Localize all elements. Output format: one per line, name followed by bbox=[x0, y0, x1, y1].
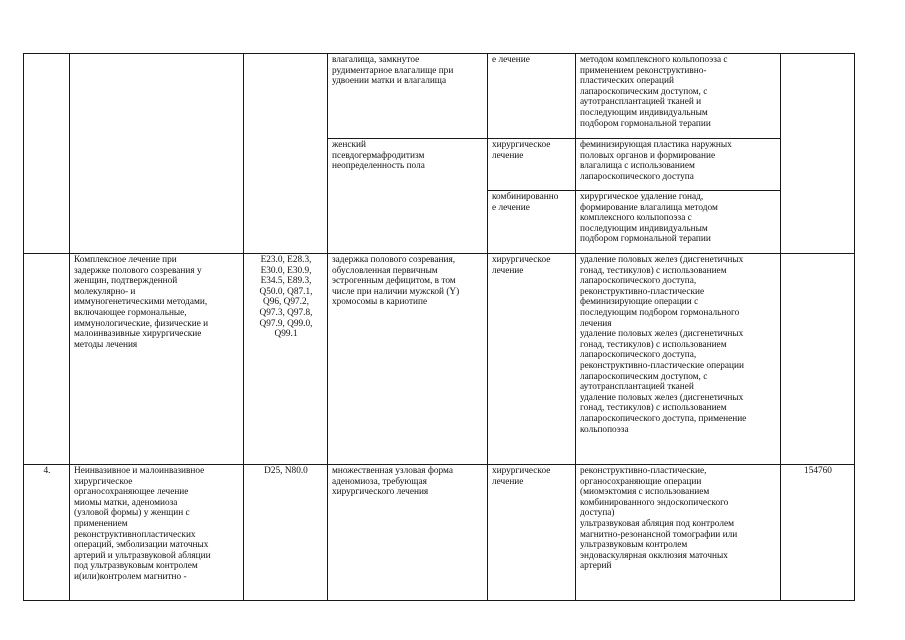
text-line: малоинвазивные хирургические bbox=[74, 329, 202, 340]
text-line: хирургическое bbox=[492, 140, 551, 150]
text-line: миомы матки, аденомиоза bbox=[74, 497, 178, 508]
text-line: методы лечения bbox=[74, 339, 138, 350]
text-line: Q50.0, Q87.1, bbox=[259, 286, 313, 297]
cell-codes bbox=[244, 54, 328, 254]
text-line: и(или)контролем магнитно - bbox=[74, 571, 187, 582]
cell-methods bbox=[576, 465, 781, 601]
text-line: лапароскопическим доступом, с bbox=[580, 86, 708, 97]
text-line: удаление половых желез (дисгенетичных bbox=[580, 329, 744, 340]
text-line: молекулярно- и bbox=[74, 286, 136, 297]
text-line: лапароскопическим доступом, с bbox=[580, 371, 708, 382]
cell-number: 4. bbox=[24, 465, 70, 601]
text-line: ультразвуковым контролем bbox=[580, 540, 688, 551]
text-line: гонад, тестикулов) с использованием bbox=[580, 403, 727, 414]
text-line: лечение bbox=[492, 150, 524, 161]
text-line: включающее гормональные, bbox=[74, 307, 187, 318]
text-line: применением реконструктивно- bbox=[580, 65, 707, 76]
text-line: феминизирующие операции с bbox=[580, 297, 699, 308]
cell-condition bbox=[328, 139, 488, 254]
text-line: подбором гормональной терапии bbox=[580, 118, 711, 129]
text-line: иммунологические, физические и bbox=[74, 318, 209, 329]
text-line: (узловой формы) у женщин с bbox=[74, 508, 190, 519]
text-line: лечение bbox=[492, 265, 524, 276]
text-line: реконструктивнопластических bbox=[74, 529, 196, 540]
cell-methods bbox=[576, 254, 781, 465]
table-row bbox=[24, 54, 855, 139]
text-line: гонад, тестикулов) с использованием bbox=[580, 265, 727, 276]
text-line: хирургическое удаление гонад, bbox=[580, 192, 704, 202]
text-line: феминизирующая пластика наружных bbox=[580, 140, 732, 150]
text-line: ультразвуковая абляция под контролем bbox=[580, 518, 734, 529]
text-line: Q97.3, Q97.8, bbox=[259, 307, 313, 318]
cell-treatment bbox=[488, 254, 576, 465]
text-line: Q96, Q97.2, bbox=[263, 297, 309, 308]
cell-methods bbox=[576, 54, 781, 139]
text-line: хирургическое bbox=[492, 466, 551, 476]
text-line: гонад, тестикулов) с использованием bbox=[580, 339, 727, 350]
text-line: Неинвазивное и малоинвазивное bbox=[74, 466, 205, 476]
text-line: женщин, подтвержденной bbox=[74, 276, 178, 287]
cell-treatment bbox=[488, 465, 576, 601]
text-line: пластических операций bbox=[580, 76, 674, 87]
cell-number bbox=[24, 54, 70, 254]
cell-number bbox=[24, 254, 70, 465]
text-line: под ультразвуковым контролем bbox=[74, 561, 198, 572]
text-line: реконструктивно-пластические операции bbox=[580, 360, 744, 371]
text-line: половых органов и формирование bbox=[580, 150, 716, 161]
cell-type-name bbox=[70, 465, 244, 601]
text-line: обусловленная первичным bbox=[332, 265, 438, 276]
text-line: операций, эмболизации маточных bbox=[74, 540, 209, 551]
text-line: комплексного кольпопоэза с bbox=[580, 213, 692, 224]
text-line: иммуногенетическими методами, bbox=[74, 297, 208, 308]
text-line: доступа) bbox=[580, 508, 615, 519]
cell-price: 154760 bbox=[781, 465, 855, 601]
text-line: кольпопоэза bbox=[580, 424, 629, 435]
text-line: Q97.9, Q99.0, bbox=[259, 318, 313, 329]
text-line: органосохраняющие операции bbox=[580, 476, 702, 487]
cell-treatment bbox=[488, 54, 576, 139]
cell-type-name bbox=[70, 54, 244, 254]
text-line: женский bbox=[332, 140, 366, 150]
cell-treatment bbox=[488, 139, 576, 191]
text-line: е лечение bbox=[492, 202, 530, 213]
cell-price bbox=[781, 54, 855, 254]
text-line: аденомиоза, требующая bbox=[332, 476, 427, 487]
table-row bbox=[24, 254, 855, 465]
text-line: рудиментарное влагалище при bbox=[332, 65, 454, 76]
text-line: хирургическое bbox=[74, 476, 133, 487]
text-line: лапароскопического доступа bbox=[580, 171, 694, 182]
text-line: аутотрансплантацией тканей bbox=[580, 382, 694, 393]
text-line: хирургического лечения bbox=[332, 487, 429, 498]
text-line: задержка полового созревания, bbox=[332, 255, 456, 265]
text-line: задержке полового созревания у bbox=[74, 265, 202, 276]
table-row bbox=[24, 465, 855, 601]
text-line: псевдогермафродитизм bbox=[332, 150, 425, 161]
cell-condition bbox=[328, 254, 488, 465]
text-line: последующим подбором гормонального bbox=[580, 307, 740, 318]
cell-codes bbox=[244, 465, 328, 601]
text-line: лапароскопического доступа, bbox=[580, 276, 697, 287]
text-line: (миомэктомия с использованием bbox=[580, 487, 710, 498]
text-line: комбинированного эндоскопического bbox=[580, 497, 729, 508]
text-line: удвоении матки и влагалища bbox=[332, 76, 447, 87]
text-line: E34.5, E89.3, bbox=[260, 276, 312, 287]
text-line: артерий bbox=[580, 561, 612, 572]
text-line: Q99.1 bbox=[274, 329, 298, 340]
cell-condition bbox=[328, 465, 488, 601]
text-line: аутотрансплантацией тканей и bbox=[580, 97, 702, 108]
text-line: удаление половых желез (дисгенетичных bbox=[580, 255, 744, 265]
medical-care-table bbox=[23, 53, 855, 601]
text-line: последующим индивидуальным bbox=[580, 223, 708, 234]
text-line: формирование влагалища методом bbox=[580, 202, 718, 213]
cell-codes bbox=[244, 254, 328, 465]
text-line: лапароскопического доступа, применение bbox=[580, 413, 747, 424]
cell-treatment bbox=[488, 191, 576, 254]
cell-methods bbox=[576, 139, 781, 191]
text-line: эндоваскулярная окклюзия маточных bbox=[580, 550, 728, 561]
text-line: реконструктивно-пластические, bbox=[580, 466, 707, 476]
text-line: D25, N80.0 bbox=[264, 466, 308, 476]
text-line: применением bbox=[74, 518, 128, 529]
text-line: Комплексное лечение при bbox=[74, 255, 177, 265]
text-line: органосохраняющее лечение bbox=[74, 487, 189, 498]
text-line: комбинированно bbox=[492, 192, 559, 202]
text-line: магнитно-резонансной томографии или bbox=[580, 529, 738, 540]
cell-type-name bbox=[70, 254, 244, 465]
text-line: реконструктивно-пластические bbox=[580, 286, 705, 297]
text-line: подбором гормональной терапии bbox=[580, 234, 711, 245]
text-line: числе при наличии мужской (Y) bbox=[332, 286, 460, 297]
text-line: неопределенность пола bbox=[332, 161, 425, 172]
text-line: влагалища с использованием bbox=[580, 161, 695, 172]
text-line: последующим индивидуальным bbox=[580, 107, 708, 118]
text-line: E30.0, E30.9, bbox=[260, 265, 312, 276]
cell-methods bbox=[576, 191, 781, 254]
text-line: лечения bbox=[580, 318, 612, 329]
text-line: влагалища, замкнутое bbox=[332, 55, 420, 65]
text-line: лечение bbox=[492, 476, 524, 487]
text-line: е лечение bbox=[492, 55, 530, 65]
cell-condition bbox=[328, 54, 488, 139]
text-line: эстрогенным дефицитом, в том bbox=[332, 276, 456, 287]
text-line: методом комплексного кольпопоэза с bbox=[580, 55, 728, 65]
text-line: удаление половых желез (дисгенетичных bbox=[580, 392, 744, 403]
text-line: хромосомы в кариотипе bbox=[332, 297, 428, 308]
text-line: E23.0, E28.3, bbox=[260, 255, 312, 265]
text-line: множественная узловая форма bbox=[332, 466, 453, 476]
cell-price bbox=[781, 254, 855, 465]
text-line: лапароскопического доступа, bbox=[580, 350, 697, 361]
text-line: артерий и ультразвуковой абляции bbox=[74, 550, 211, 561]
text-line: хирургическое bbox=[492, 255, 551, 265]
